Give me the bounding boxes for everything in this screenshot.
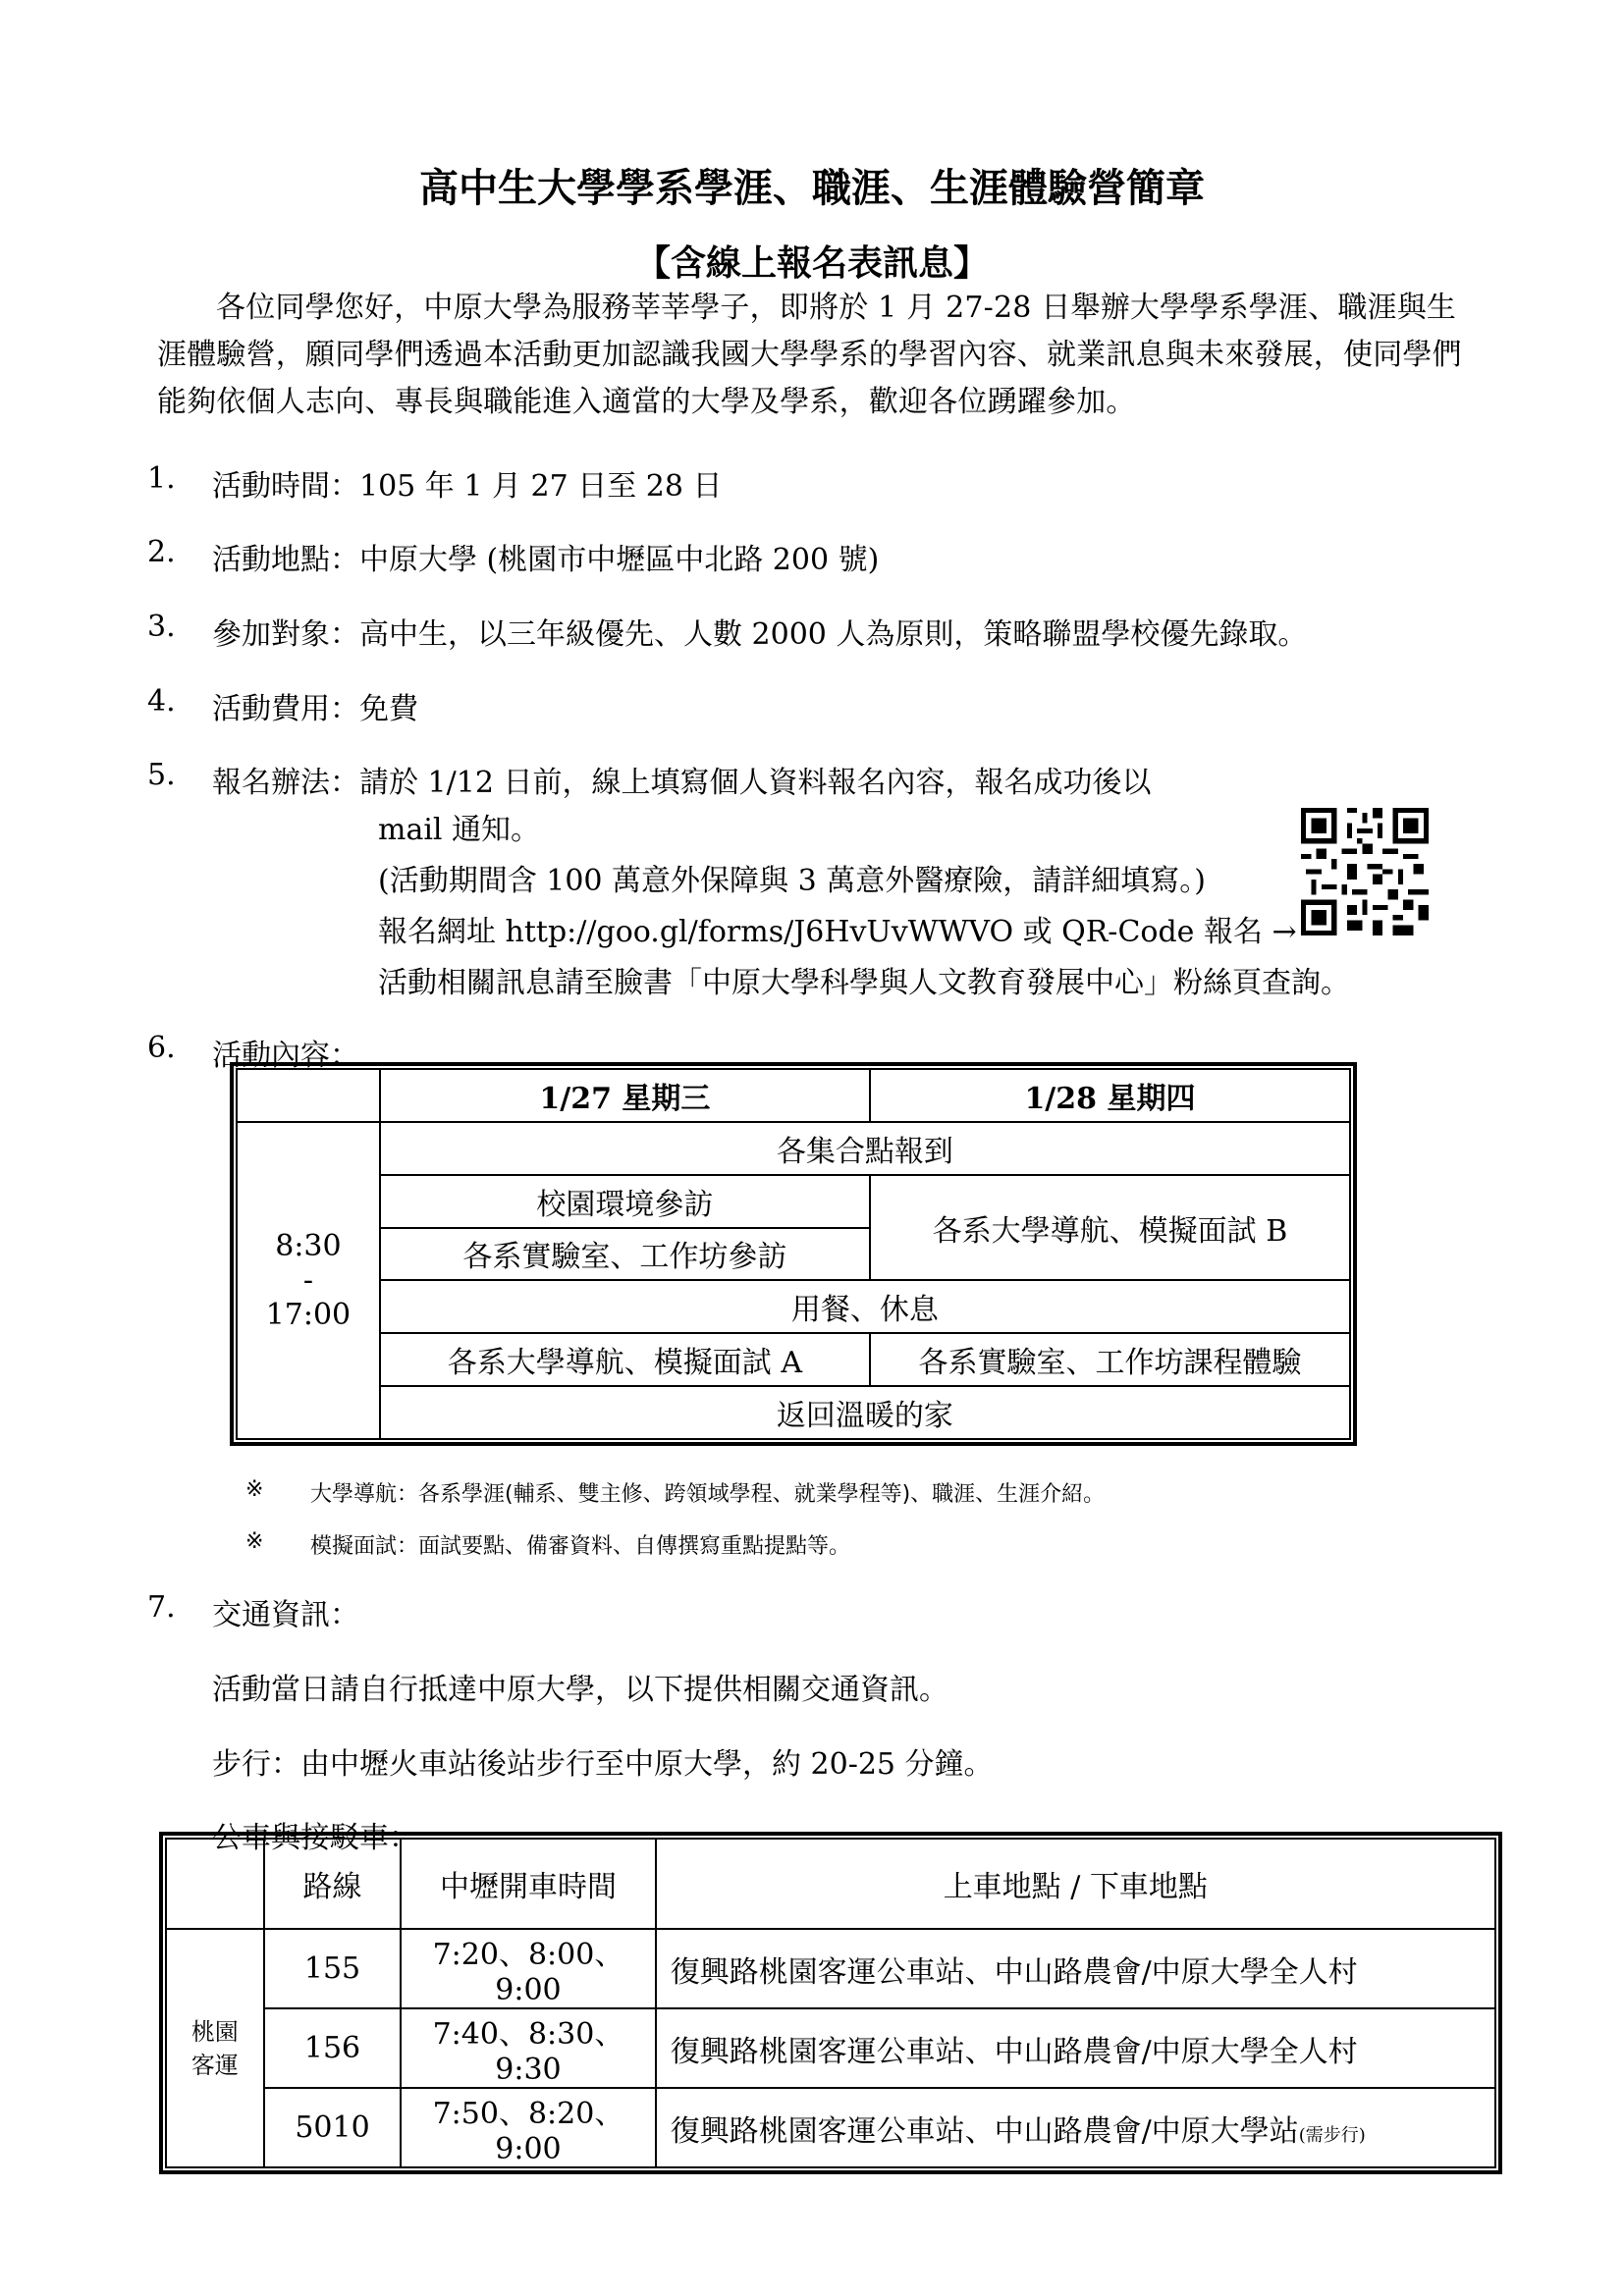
schedule-return: 返回溫暖的家 <box>380 1386 1350 1439</box>
bus-table <box>165 1838 1496 2168</box>
schedule-header-day1: 1/27 星期三 <box>380 1069 870 1122</box>
transport-bus-label: 公車與接駁車： <box>212 1821 418 1855</box>
bus-route: 156 <box>264 2008 402 2088</box>
item-text: 活動費用：免費 <box>212 692 418 726</box>
registration-mail-line: mail 通知。 <box>378 813 541 847</box>
item-text: 活動內容： <box>212 1039 359 1073</box>
bus-times: 7:50、8:20、9:00 <box>401 2088 655 2167</box>
bus-location: 復興路桃園客運公車站、中山路農會/中原大學全人村 <box>656 2008 1495 2088</box>
schedule-time-cell: 8:30 - 17:00 <box>237 1122 380 1439</box>
item-text: 交通資訊： <box>212 1598 359 1632</box>
bus-location: 復興路桃園客運公車站、中山路農會/中原大學全人村 <box>656 1929 1495 2008</box>
bus-route: 155 <box>264 1929 402 2008</box>
schedule-lab-visit: 各系實驗室、工作坊參訪 <box>380 1228 870 1281</box>
bus-header-time: 中壢開車時間 <box>401 1839 655 1929</box>
intro-paragraph: 各位同學您好，中原大學為服務莘莘學子，即將於 1 月 27-28 日舉辦大學學系學涯、職涯與生涯體驗營，願同學們透過本活動更加認識我國大學學系的學習內容、就業訊息與未來發展，使同學們能夠依個人志向、專長與職能進入適當的大學及學系，歡迎各位踴躍參加。 <box>157 291 1462 419</box>
schedule-navigation-b: 各系大學導航、模擬面試 B <box>870 1175 1350 1281</box>
item-text: 活動時間：105 年 1 月 27 日至 28 日 <box>212 469 723 504</box>
note-text: 大學導航：各系學涯(輔系、雙主修、跨領域學程、就業學程等)、職涯、生涯介紹。 <box>310 1482 1106 1507</box>
transport-intro: 活動當日請自行抵達中原大學，以下提供相關交通資訊。 <box>212 1673 948 1707</box>
item-number: 4. <box>147 684 176 719</box>
bus-times: 7:40、8:30、9:30 <box>401 2008 655 2088</box>
bus-header-location: 上車地點 / 下車地點 <box>656 1839 1495 1929</box>
item-text: 參加對象：高中生，以三年級優先、人數 2000 人為原則，策略聯盟學校優先錄取。 <box>212 617 1308 652</box>
schedule-lab-course: 各系實驗室、工作坊課程體驗 <box>870 1333 1350 1386</box>
item-text: 活動地點：中原大學 (桃園市中壢區中北路 200 號) <box>212 543 880 577</box>
item-number: 7. <box>147 1590 176 1625</box>
document-title: 高中生大學學系學涯、職涯、生涯體驗營簡章 <box>419 166 1205 211</box>
qr-code-icon[interactable] <box>1301 808 1429 935</box>
schedule-campus-tour: 校園環境參訪 <box>380 1175 870 1228</box>
bus-times: 7:20、8:00、9:00 <box>401 1929 655 2008</box>
schedule-header-day2: 1/28 星期四 <box>870 1069 1350 1122</box>
bus-header-route: 路線 <box>264 1839 402 1929</box>
schedule-meal: 用餐、休息 <box>380 1280 1350 1333</box>
schedule-table <box>236 1068 1351 1440</box>
bus-location: 復興路桃園客運公車站、中山路農會/中原大學站 <box>670 2113 1299 2149</box>
item-text: 報名辦法：請於 1/12 日前，線上填寫個人資料報名內容，報名成功後以 <box>212 766 1152 800</box>
schedule-corner-cell <box>237 1069 380 1122</box>
registration-insurance-line: (活動期間含 100 萬意外保障與 3 萬意外醫療險，請詳細填寫。) <box>378 864 1206 898</box>
bus-company-cell: 桃園 客運 <box>166 1929 264 2167</box>
registration-facebook-line: 活動相關訊息請至臉書「中原大學科學與人文教育發展中心」粉絲頁查詢。 <box>378 966 1350 1000</box>
note-mark: ※ <box>245 1477 264 1502</box>
item-number: 6. <box>147 1031 176 1065</box>
document-subtitle: 【含線上報名表訊息】 <box>634 243 989 284</box>
note-text: 模擬面試：面試要點、備審資料、自傳撰寫重點提點等。 <box>310 1534 851 1559</box>
schedule-navigation-a: 各系大學導航、模擬面試 A <box>380 1333 870 1386</box>
walk-note: (需步行) <box>1298 2124 1366 2146</box>
bus-location-cell <box>656 2088 1495 2167</box>
registration-url-line[interactable]: 報名網址 http://goo.gl/forms/J6HvUvWWVO 或 QR-Code 報名 → <box>378 915 1297 949</box>
bus-route: 5010 <box>264 2088 402 2167</box>
item-number: 3. <box>147 610 176 644</box>
item-number: 1. <box>147 461 176 496</box>
bus-corner-cell <box>166 1839 264 1929</box>
schedule-checkin: 各集合點報到 <box>380 1122 1350 1175</box>
item-number: 5. <box>147 758 176 792</box>
transport-walk: 步行：由中壢火車站後站步行至中原大學，約 20-25 分鐘。 <box>212 1747 994 1782</box>
item-number: 2. <box>147 535 176 569</box>
note-mark: ※ <box>245 1529 264 1554</box>
